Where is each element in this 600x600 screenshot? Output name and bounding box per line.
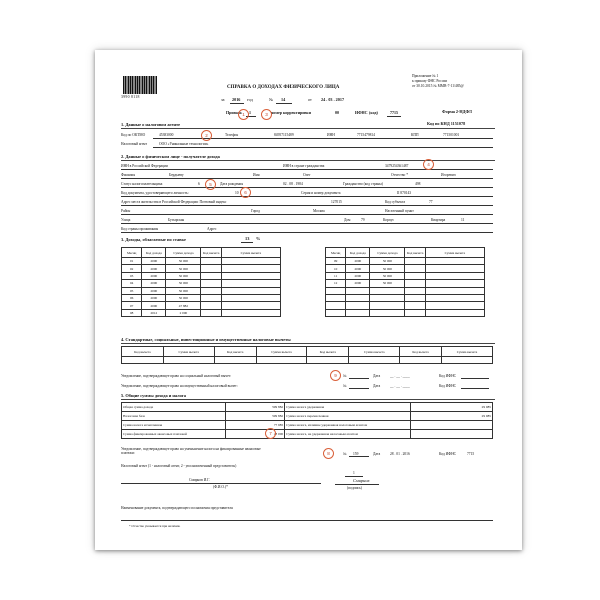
knd-code: Код по КНД 1151078	[427, 121, 466, 126]
status-label: Статус налогоплательщика	[121, 182, 163, 186]
correction-value: 00	[335, 110, 339, 115]
income-row	[326, 258, 485, 265]
table-cell	[201, 309, 221, 316]
table-cell	[425, 258, 484, 265]
doc-code-label: Код документа, удостоверяющего личность:	[121, 191, 189, 195]
tax-rate: 13	[245, 236, 250, 241]
income-row	[326, 280, 485, 287]
col-month: Месяц	[122, 248, 142, 258]
from-label: от	[308, 97, 312, 102]
patronymic-label: Отчество *	[391, 173, 408, 177]
income-row	[326, 287, 485, 294]
table-cell: 10	[326, 265, 346, 272]
notice-advance-ifns: 7715	[467, 452, 475, 456]
agent-type-value: 1	[353, 471, 355, 475]
surname-label: Фамилия	[121, 173, 136, 177]
table-cell	[221, 258, 280, 265]
section2-title: 2. Данные о физическом лице - получателе дохода	[121, 154, 220, 159]
table-cell	[346, 287, 370, 294]
doc-series-label: Серия и номер документа	[301, 191, 341, 195]
table-cell: 47 882	[166, 302, 201, 309]
table-cell: 06	[122, 294, 142, 301]
col-income-code: Код дохода	[346, 248, 370, 258]
district-label: Район	[121, 209, 131, 213]
report-date: 24 . 03 . 2017	[321, 97, 345, 102]
table-cell: 05	[122, 287, 142, 294]
table-cell: 2000	[142, 302, 166, 309]
table-cell	[370, 302, 405, 309]
table-cell	[221, 302, 280, 309]
table-cell	[405, 294, 425, 301]
barcode	[123, 76, 157, 94]
totals-cell: 29 985	[411, 403, 493, 412]
table-cell: 2000	[346, 258, 370, 265]
deductions-table	[121, 346, 493, 364]
totals-row	[122, 421, 493, 430]
table-cell: 12	[326, 280, 346, 287]
table-cell	[221, 309, 280, 316]
annex-line2: к приказу ФНС России	[412, 79, 448, 83]
table-cell: 50 000	[370, 258, 405, 265]
correction-label: номер корректировки	[271, 110, 311, 115]
table-cell: 50 000	[166, 272, 201, 279]
sign-caption: (подпись)	[347, 486, 362, 490]
priznak-value: 1	[249, 110, 251, 115]
marker-9: 9	[330, 370, 341, 381]
representative-doc-label: Наименование документа, подтверждающего полномочия представителя	[121, 506, 233, 510]
totals-cell: Сумма налога исчисленная	[122, 421, 226, 430]
name-value: Олег	[303, 173, 311, 177]
table-cell: 2000	[142, 258, 166, 265]
table-cell: 2000	[142, 280, 166, 287]
flat-value: 11	[461, 218, 465, 222]
table-cell	[405, 287, 425, 294]
agent-inn-label: ИНН	[327, 133, 335, 137]
totals-cell: 48 000	[225, 430, 284, 439]
totals-row	[122, 403, 493, 412]
table-cell: 2000	[346, 280, 370, 287]
totals-cell: Сумма налога удержанная	[285, 403, 411, 412]
house-label: Дом	[344, 218, 351, 222]
table-cell	[405, 265, 425, 272]
doc-code-value: 10	[235, 191, 239, 195]
notice-advance-num: 159	[353, 452, 359, 456]
region-code-value: 77	[429, 200, 433, 204]
table-cell	[221, 280, 280, 287]
table-cell	[221, 294, 280, 301]
section5-title: 5. Общие суммы дохода и налога	[121, 393, 186, 398]
marker-5: 5	[205, 179, 216, 190]
table-cell: 03	[122, 272, 142, 279]
table-cell	[201, 265, 221, 272]
totals-cell: 599 882	[225, 412, 284, 421]
table-cell	[370, 294, 405, 301]
marker-4: 4	[423, 159, 434, 170]
totals-cell: Налоговая база	[122, 412, 226, 421]
table-cell	[425, 294, 484, 301]
totals-cell: Общая сумма дохода	[122, 403, 226, 412]
table-cell	[425, 287, 484, 294]
table-cell: 50 000	[166, 258, 201, 265]
fio-caption: (Ф.И.О.)*	[213, 485, 228, 489]
street-label: Улица	[121, 218, 131, 222]
citizenship-label: Гражданство (код страны)	[343, 182, 383, 186]
number-label: №	[269, 97, 273, 102]
address-label: Адрес места жительства в Российской Федерации: Почтовый индекс	[121, 200, 227, 204]
notice-property-ifns-label: Код ИФНС	[439, 384, 457, 388]
table-cell	[425, 302, 484, 309]
income-row	[326, 302, 485, 309]
marker-6: 6	[240, 187, 251, 198]
totals-cell: 29 985	[411, 412, 493, 421]
col-month: Месяц	[326, 248, 346, 258]
col-income-code: Код дохода	[142, 248, 166, 258]
col-deduction-sum: Сумма вычета	[221, 248, 280, 258]
table-cell: 2000	[142, 287, 166, 294]
name-label: Имя	[253, 173, 260, 177]
income-table-right	[325, 247, 485, 317]
table-cell: 50 000	[166, 280, 201, 287]
totals-cell: 77 985	[225, 421, 284, 430]
table-cell: 04	[122, 280, 142, 287]
report-number: 14	[281, 97, 286, 102]
table-cell	[201, 258, 221, 265]
surname-value: Бердыеву	[169, 173, 184, 177]
table-cell	[326, 309, 346, 316]
col-deduction-sum: Сумма вычета	[425, 248, 484, 258]
income-row	[122, 265, 281, 272]
house-value: 79	[361, 218, 365, 222]
document-title: СПРАВКА О ДОХОДАХ ФИЗИЧЕСКОГО ЛИЦА	[227, 85, 340, 90]
col-income-sum: Сумма дохода	[166, 248, 201, 258]
annex-line3: от 30.10.2015 № ММВ-7-11/485@	[412, 84, 464, 88]
totals-cell: Сумма налога, излишне удержанная налоговым агентом	[285, 421, 411, 430]
notice-social-label: Уведомление, подтверждающее право на социальный налоговый вычет:	[121, 374, 232, 378]
totals-cell: Сумма налога, не удержанная налоговым агентом	[285, 430, 411, 439]
table-cell: 07	[122, 302, 142, 309]
income-row	[122, 280, 281, 287]
birth-label: Дата рождения	[220, 182, 243, 186]
col-ded-sum-3: Сумма вычета	[349, 347, 400, 357]
table-cell	[405, 280, 425, 287]
table-cell	[326, 287, 346, 294]
marker-7: 7	[265, 428, 276, 439]
income-row	[122, 272, 281, 279]
marker-8: 8	[323, 448, 334, 459]
table-cell	[425, 309, 484, 316]
signer-name: Смирнов И.Г.	[189, 478, 210, 482]
table-cell	[405, 302, 425, 309]
marker-3: 3	[261, 109, 272, 120]
citizenship-value: 498	[415, 182, 421, 186]
table-cell: 50 000	[370, 265, 405, 272]
table-cell: 50 000	[166, 265, 201, 272]
section3-title: 3. Доходы, облагаемые по ставке	[121, 237, 186, 242]
totals-row	[122, 412, 493, 421]
table-cell: 2000	[346, 265, 370, 272]
ifns-code-label: (код)	[369, 110, 378, 115]
city-label: Город	[251, 209, 260, 213]
totals-cell: Сумма фиксированных авансовых платежей	[122, 430, 226, 439]
year-suffix: год	[247, 97, 253, 102]
notice-property-label: Уведомление, подтверждающее право на имущественный налоговый вычет:	[121, 384, 238, 388]
phone-value: 84957115489	[274, 133, 294, 137]
col-ded-sum-1: Сумма вычета	[163, 347, 214, 357]
table-cell	[425, 265, 484, 272]
notice-advance-num-label: №	[343, 452, 347, 456]
street-value: Бутырская	[168, 218, 185, 222]
table-cell: 2000	[142, 294, 166, 301]
totals-cell	[411, 430, 493, 439]
document-page	[95, 50, 522, 550]
table-cell	[405, 258, 425, 265]
oktmo-label: Код по ОКТМО	[121, 133, 146, 137]
table-cell	[201, 302, 221, 309]
col-ded-code-2: Код вычета	[214, 347, 256, 357]
income-row	[326, 265, 485, 272]
table-cell: 11	[326, 272, 346, 279]
table-cell	[425, 280, 484, 287]
table-cell	[405, 272, 425, 279]
inn-citizen-value: 3479254361487	[385, 164, 409, 168]
table-cell	[346, 302, 370, 309]
ifns-code: 7715	[390, 110, 398, 115]
building-label: Корпус	[383, 218, 395, 222]
annex-line1: Приложение № 1	[412, 74, 439, 78]
table-cell	[201, 294, 221, 301]
doc-series-value: II 870143	[397, 191, 412, 195]
table-cell	[405, 309, 425, 316]
table-cell: 2000	[142, 272, 166, 279]
agent-label: Налоговый агент	[121, 142, 148, 146]
income-row	[326, 309, 485, 316]
totals-cell: 599 882	[225, 403, 284, 412]
table-cell	[201, 287, 221, 294]
inn-rf-label: ИНН в Российской Федерации	[121, 164, 168, 168]
table-cell: 2 000	[166, 309, 201, 316]
table-cell	[346, 309, 370, 316]
birth-value: 02 . 08 . 1984	[283, 182, 303, 186]
flat-label: Квартира	[431, 218, 446, 222]
table-cell	[201, 280, 221, 287]
barcode-number: 3990 8118	[121, 95, 140, 99]
totals-cell	[411, 421, 493, 430]
table-cell	[370, 287, 405, 294]
totals-table	[121, 402, 493, 439]
form-name: Форма 2-НДФЛ	[442, 109, 472, 114]
table-cell: 2000	[142, 265, 166, 272]
table-cell	[326, 294, 346, 301]
income-row	[122, 287, 281, 294]
table-cell: 50 000	[370, 272, 405, 279]
settlement-label: Населенный пункт	[385, 209, 414, 213]
notice-property-date: __ . __ . ____	[390, 384, 410, 388]
income-row	[122, 294, 281, 301]
col-income-sum: Сумма дохода	[370, 248, 405, 258]
signature: Смирнов	[353, 478, 370, 483]
totals-row	[122, 430, 493, 439]
kpp-label: КПП	[411, 133, 419, 137]
oktmo-value: 45383000	[159, 133, 174, 137]
notice-social-date: __ . __ . ____	[390, 374, 410, 378]
table-cell: 2012	[142, 309, 166, 316]
agent-type-label: Налоговый агент (1 - налоговый агент, 2 - уполномоченный представитель)	[121, 464, 237, 468]
income-row	[122, 309, 281, 316]
year-label: за	[221, 97, 225, 102]
status-value: 6	[198, 182, 200, 186]
col-ded-code-4: Код вычета	[400, 347, 442, 357]
notice-property-date-label: Дата	[373, 384, 381, 388]
table-cell: 02	[122, 265, 142, 272]
agent-inn-value: 7715479814	[357, 133, 375, 137]
notice-social-ifns-label: Код ИФНС	[439, 374, 457, 378]
table-cell	[425, 272, 484, 279]
region-code-label: Код субъекта	[385, 200, 406, 204]
phone-label: Телефон	[225, 133, 239, 137]
priznak-label: Признак	[226, 110, 242, 115]
notice-social-date-label: Дата	[373, 374, 381, 378]
col-deduction-code: Код вычета	[405, 248, 425, 258]
patronymic-value: Игоревич	[441, 173, 456, 177]
table-cell	[221, 272, 280, 279]
col-ded-sum-4: Сумма вычета	[442, 347, 493, 357]
income-table-left	[121, 247, 281, 317]
marker-2: 2	[201, 130, 212, 141]
col-ded-sum-2: Сумма вычета	[256, 347, 307, 357]
notice-advance-date-label: Дата	[373, 452, 381, 456]
notice-advance-label: Уведомление, подтверждающее право на уменьшение налога на фиксированные авансовые платежи:	[121, 447, 261, 455]
city-value: Москва	[313, 209, 325, 213]
table-cell: 01	[122, 258, 142, 265]
income-row	[326, 272, 485, 279]
section1-title: 1. Данные о налоговом агенте	[121, 122, 181, 127]
table-cell: 2000	[346, 272, 370, 279]
table-cell	[326, 302, 346, 309]
ifns-abbr: ИФНС	[355, 110, 368, 115]
notice-advance-ifns-label: Код ИФНС	[439, 452, 457, 456]
postcode-value: 127015	[331, 200, 342, 204]
table-cell	[201, 272, 221, 279]
col-ded-code-1: Код вычета	[122, 347, 164, 357]
table-cell: 50 000	[370, 280, 405, 287]
income-row	[122, 258, 281, 265]
tax-rate-pct: %	[256, 236, 261, 241]
totals-cell: Сумма налога перечисленная	[285, 412, 411, 421]
table-cell	[221, 287, 280, 294]
table-cell: 50 000	[166, 287, 201, 294]
table-cell: 09	[326, 258, 346, 265]
table-cell	[370, 309, 405, 316]
col-deduction-code: Код вычета	[201, 248, 221, 258]
inn-citizen-label: ИНН в стране гражданства	[283, 164, 325, 168]
foreign-address-label: Адрес	[207, 227, 217, 231]
footnote: * Отчество указывается при наличии.	[129, 524, 181, 528]
notice-social-num-label: №	[343, 374, 347, 378]
table-cell: 08	[122, 309, 142, 316]
notice-property-num-label: №	[343, 384, 347, 388]
income-row	[326, 294, 485, 301]
notice-advance-date: 28 . 01 . 2016	[390, 452, 410, 456]
kpp-value: 771501001	[443, 133, 460, 137]
report-year: 2016	[232, 97, 241, 102]
section4-title: 4. Стандартные, социальные, инвестиционные и имущественные налоговые вычеты	[121, 337, 291, 342]
table-cell: 50 000	[166, 294, 201, 301]
table-cell	[346, 294, 370, 301]
agent-value: ООО «Уникальные технологии»	[159, 142, 209, 146]
country-label: Код страны проживания	[121, 227, 159, 231]
income-row	[122, 302, 281, 309]
marker-1: 1	[238, 109, 249, 120]
col-ded-code-3: Код вычета	[307, 347, 349, 357]
table-cell	[221, 265, 280, 272]
